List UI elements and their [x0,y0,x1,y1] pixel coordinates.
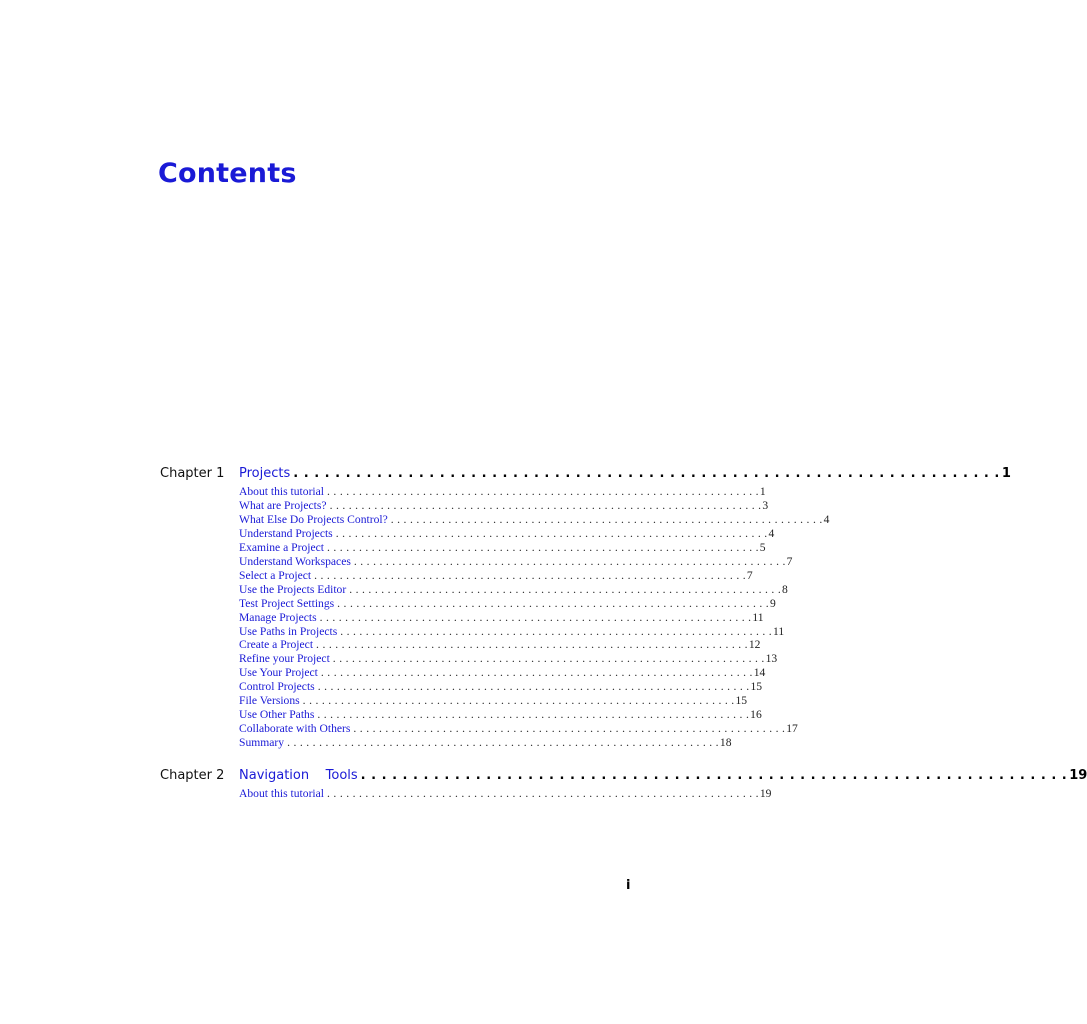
toc-entry[interactable] [239,596,776,611]
dot-leader: . . . . . . . . . . . . . . . . . . . . . . . . . . . . . . . . . . . . . . . . . . . . . . . . . . . . . . . . . . . . . . . . . . . . [332,652,765,666]
toc-entry-page: 7 [746,568,753,582]
dot-leader: . . . . . . . . . . . . . . . . . . . . . . . . . . . . . . . . . . . . . . . . . . . . . . . . . . . . . . . . . . . . . . . . . . . . [317,708,750,722]
dot-leader: . . . . . . . . . . . . . . . . . . . . . . . . . . . . . . . . . . . . . . . . . . . . . . . . . . . . . . . . . . . . . . . . . . . . [287,736,719,750]
toc-entry-page: 18 [719,736,732,750]
toc-entry-page: 11 [773,624,785,638]
chapter-title-link[interactable]: Projects [239,466,291,481]
toc-entry-title[interactable]: Control Projects [239,680,315,694]
toc-entry-page: 1 [759,485,766,498]
toc-entry[interactable] [239,736,732,750]
toc-entry-title[interactable]: Understand Projects [239,526,333,540]
toc-entry-page: 15 [735,694,748,708]
chapter-heading [160,766,1087,786]
dot-leader: . . . . . . . . . . . . . . . . . . . . . . . . . . . . . . . . . . . . . . . . . . . . . . . . . . . . . . . . . . . . . . . . . . . . [337,596,769,610]
toc-entry[interactable] [239,498,769,513]
toc-entry[interactable] [239,787,772,801]
page-number: i [626,878,631,893]
toc-entry[interactable] [239,666,766,680]
chapter-title-link[interactable]: Navigation Tools [239,768,358,783]
chapter-title-row[interactable] [239,464,1011,484]
toc-entry[interactable] [239,512,830,527]
dot-leader: . . . . . . . . . . . . . . . . . . . . . . . . . . . . . . . . . . . . . . . . . . . . . . . . . . . . . . . . . . . . . . . . . . . . [349,582,782,596]
toc-entry-page: 4 [768,526,775,540]
toc-entry-page: 8 [782,582,788,596]
toc-entry-page: 16 [750,708,762,722]
toc-entry-page: 5 [759,540,766,554]
toc-entry-title[interactable]: File Versions [239,694,300,708]
toc-entry[interactable] [239,624,785,639]
toc-entry-title[interactable]: Use the Projects Editor [239,582,347,596]
toc-entry-page: 14 [753,666,766,680]
toc-entry[interactable] [239,568,753,583]
page-title: Contents [158,158,297,189]
toc-entry[interactable] [239,680,763,694]
chapter-label: Chapter 1 [160,466,225,481]
toc-entry[interactable] [239,554,793,569]
dot-leader: . . . . . . . . . . . . . . . . . . . . . . . . . . . . . . . . . . . . . . . . . . . . . . . . . . . . . . . . . . . . . . . . . . . . [316,638,748,652]
toc-entry-title[interactable]: Use Your Project [239,666,318,680]
toc-entry-title[interactable]: Summary [239,736,285,750]
toc-entry-page: 12 [748,638,761,652]
chapter-page-number: 1 [1001,466,1011,481]
toc-chapter-2 [160,766,1087,801]
toc-entry-page: 13 [765,652,778,666]
toc-entry-title[interactable]: Examine a Project [239,540,324,554]
toc-entry-title[interactable]: Select a Project [239,568,312,582]
toc-entry[interactable] [239,582,788,597]
chapter-page-number: 19 [1069,768,1087,783]
toc-entry-title[interactable]: About this tutorial [239,787,325,800]
dot-leader: . . . . . . . . . . . . . . . . . . . . . . . . . . . . . . . . . . . . . . . . . . . . . . . . . . . . . . . . . . . . . . . . . . . . [320,666,753,680]
toc-entry-title[interactable]: Refine your Project [239,652,330,666]
toc-entry-title[interactable]: Collaborate with Others [239,722,351,736]
toc-entry-title[interactable]: Use Paths in Projects [239,624,338,638]
toc-entry-page: 3 [762,498,769,512]
toc-entry[interactable] [239,708,762,722]
section-list [239,787,772,801]
toc-entry-title[interactable]: Create a Project [239,638,314,652]
dot-leader: . . . . . . . . . . . . . . . . . . . . . . . . . . . . . . . . . . . . . . . . . . . . . . . . . . . . . . . . . . . . . . . . . . . . [390,512,823,526]
toc-entry[interactable] [239,610,764,625]
dot-leader: . . . . . . . . . . . . . . . . . . . . . . . . . . . . . . . . . . . . . . . . . . . . . . . . . . . . . . . . . . . . . . . . . . . . [340,624,773,638]
dot-leader: . . . . . . . . . . . . . . . . . . . . . . . . . . . . . . . . . . . . . . . . . . . . . . . . . . . . . . . . . . . . . . . . . . . . [327,787,759,800]
toc-entry-page: 17 [786,722,798,736]
toc-entry-title[interactable]: Understand Workspaces [239,554,351,568]
dot-leader: . . . . . . . . . . . . . . . . . . . . . . . . . . . . . . . . . . . . . . . . . . . . . . . . . . . . . . . . . . . . . . . . . . . . [353,722,786,736]
toc-entry-page: 4 [823,512,830,526]
dot-leader: . . . . . . . . . . . . . . . . . . . . . . . . . . . . . . . . . . . . . . . . . . . . . . . . . . . . . . . . . . . . . . . . . . . . [302,694,735,708]
toc-chapter-1 [160,464,1011,750]
toc-entry[interactable] [239,485,766,499]
toc-entry-page: 15 [750,680,763,694]
toc-entry[interactable] [239,540,766,555]
chapter-label: Chapter 2 [160,768,225,783]
toc-entry[interactable] [239,526,775,541]
toc-entry-page: 11 [752,610,764,624]
toc-entry[interactable] [239,694,748,708]
dot-leader: . . . . . . . . . . . . . . . . . . . . . . . . . . . . . . . . . . . . . . . . . . . . . . . . . . . . . . . . . . . . . . . . . . . . [317,680,750,694]
toc-entry-title[interactable]: About this tutorial [239,485,325,498]
dot-leader: . . . . . . . . . . . . . . . . . . . . . . . . . . . . . . . . . . . . . . . . . . . . . . . . . . . . . . . . . . . . . . . . . . . . [327,485,759,498]
toc-entry[interactable] [239,652,778,666]
dot-leader: . . . . . . . . . . . . . . . . . . . . . . . . . . . . . . . . . . . . . . . . . . . . . . . . . . . . . . . . . . . . . . . . . . . . [329,498,762,512]
chapter-title-row[interactable] [239,766,1087,786]
dot-leader: . . . . . . . . . . . . . . . . . . . . . . . . . . . . . . . . . . . . . . . . . . . . . . . . . . . . . . . . . . . . . . . . . . . . [353,554,786,568]
toc-entry-page: 9 [769,596,776,610]
toc-entry-title[interactable]: What are Projects? [239,498,327,512]
section-list [239,485,830,750]
toc-entry-title[interactable]: What Else Do Projects Control? [239,512,388,526]
toc-entry-page: 19 [759,787,772,800]
chapter-heading [160,464,1011,484]
toc-entry[interactable] [239,722,798,736]
dot-leader: . . . . . . . . . . . . . . . . . . . . . . . . . . . . . . . . . . . . . . . . . . . . . . . . . . . . . . . . . . . . . . . . . . . . [335,526,768,540]
toc-entry[interactable] [239,638,761,652]
toc-entry-page: 7 [786,554,793,568]
toc-entry-title[interactable]: Test Project Settings [239,596,335,610]
dot-leader: . . . . . . . . . . . . . . . . . . . . . . . . . . . . . . . . . . . . . . . . . . . . . . . . . . . . . . . . . . . . . . . . . . . . [327,540,759,554]
toc-entry-title[interactable]: Manage Projects [239,610,317,624]
dot-leader: . . . . . . . . . . . . . . . . . . . . . . . . . . . . . . . . . . . . . . . . . . . . . . . . . . . . . . . . . . . . . . . . . . . . [360,768,1068,783]
dot-leader: . . . . . . . . . . . . . . . . . . . . . . . . . . . . . . . . . . . . . . . . . . . . . . . . . . . . . . . . . . . . . . . . . . . . [319,610,752,624]
toc-entry-title[interactable]: Use Other Paths [239,708,315,722]
dot-leader: . . . . . . . . . . . . . . . . . . . . . . . . . . . . . . . . . . . . . . . . . . . . . . . . . . . . . . . . . . . . . . . . . . . . [314,568,746,582]
dot-leader: . . . . . . . . . . . . . . . . . . . . . . . . . . . . . . . . . . . . . . . . . . . . . . . . . . . . . . . . . . . . . . . . . . . . [293,466,1000,481]
